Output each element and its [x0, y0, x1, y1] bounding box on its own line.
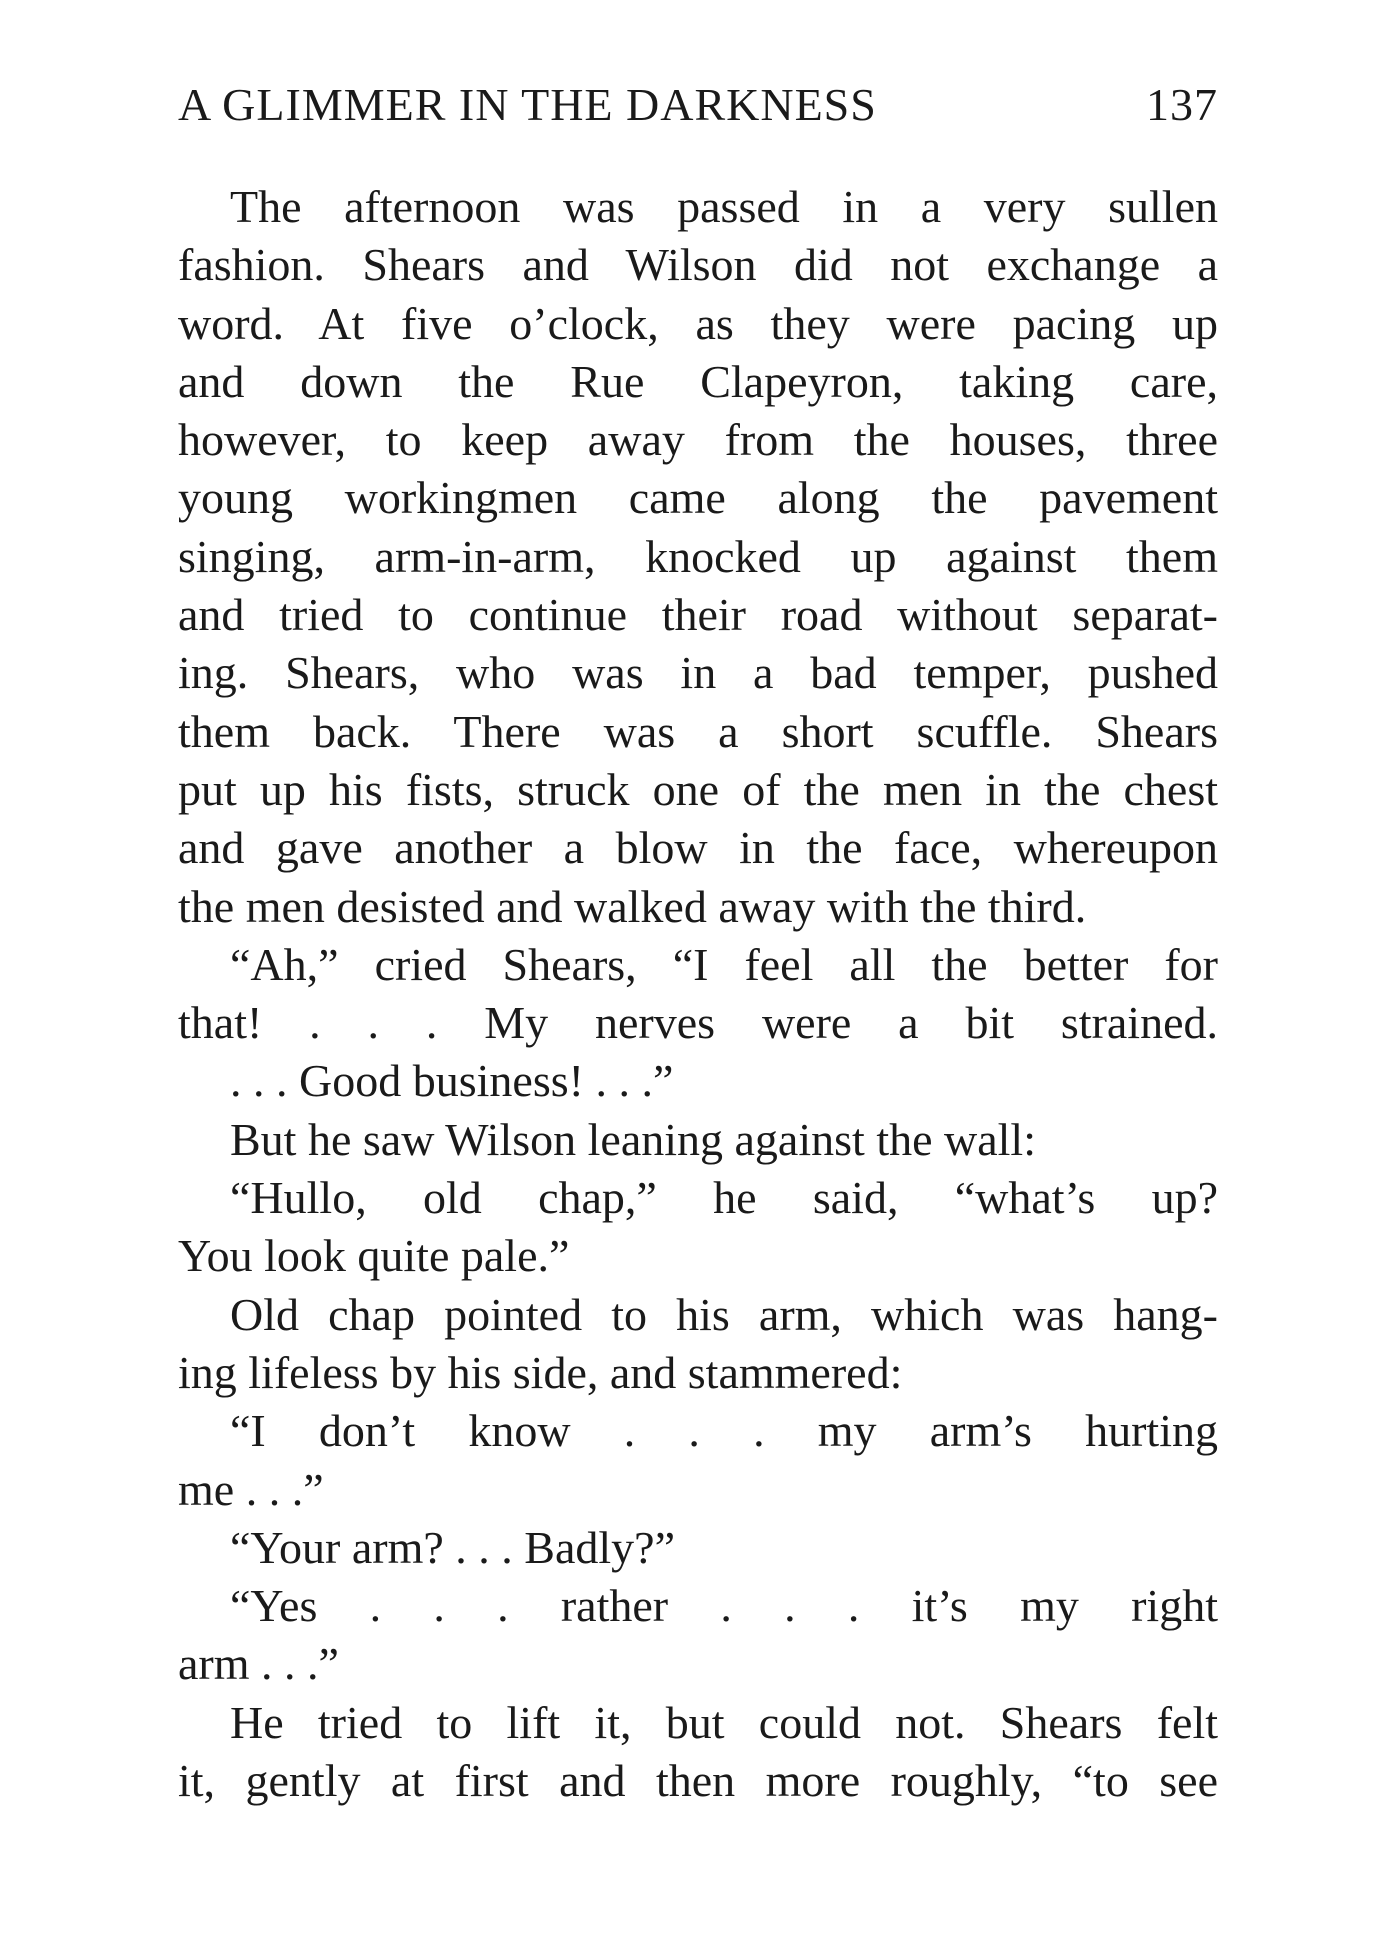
- text-line: young workingmen came along the pavement: [178, 472, 1218, 524]
- text-line: ing. Shears, who was in a bad temper, pushed: [178, 647, 1218, 699]
- text-line: arm . . .”: [178, 1638, 339, 1690]
- text-line: “I don’t know . . . my arm’s hurting: [230, 1405, 1218, 1457]
- text-line: “Yes . . . rather . . . it’s my right: [230, 1580, 1218, 1632]
- text-line: put up his fists, struck one of the men in the chest: [178, 763, 1218, 815]
- text-line: singing, arm-in-arm, knocked up against them: [178, 530, 1218, 582]
- text-line: You look quite pale.”: [178, 1230, 570, 1282]
- text-line: fashion. Shears and Wilson did not exchange a: [178, 239, 1218, 291]
- text-line: But he saw Wilson leaning against the wall:: [230, 1113, 1036, 1165]
- text-line: however, to keep away from the houses, three: [178, 414, 1218, 466]
- text-line: The afternoon was passed in a very sullen: [230, 181, 1218, 232]
- body-text: [178, 178, 1218, 1810]
- text-line: He tried to lift it, but could not. Shears felt: [230, 1696, 1218, 1748]
- text-line: ing lifeless by his side, and stammered:: [178, 1346, 903, 1398]
- text-line: that! . . . My nerves were a bit strained.: [178, 997, 1218, 1049]
- text-line: and gave another a blow in the face, whereupon: [178, 822, 1218, 874]
- text-line: “Hullo, old chap,” he said, “what’s up?: [230, 1172, 1218, 1224]
- text-line: me . . .”: [178, 1463, 324, 1515]
- text-line: the men desisted and walked away with the third.: [178, 880, 1087, 932]
- text-line: “Ah,” cried Shears, “I feel all the better for: [230, 938, 1218, 990]
- text-line: it, gently at first and then more roughly, “to see: [178, 1755, 1218, 1807]
- text-line: word. At five o’clock, as they were pacing up: [178, 297, 1218, 349]
- running-head: [178, 78, 1218, 138]
- running-title: A GLIMMER IN THE DARKNESS: [178, 79, 877, 130]
- text-line: . . . Good business! . . .”: [230, 1055, 674, 1107]
- text-line: and tried to continue their road without separat-: [178, 589, 1218, 641]
- text-line: and down the Rue Clapeyron, taking care,: [178, 355, 1218, 407]
- page-number: 137: [1146, 79, 1218, 130]
- text-line: them back. There was a short scuffle. Shears: [178, 705, 1218, 757]
- text-line: “Your arm? . . . Badly?”: [230, 1521, 675, 1573]
- text-line: Old chap pointed to his arm, which was hang-: [230, 1288, 1218, 1340]
